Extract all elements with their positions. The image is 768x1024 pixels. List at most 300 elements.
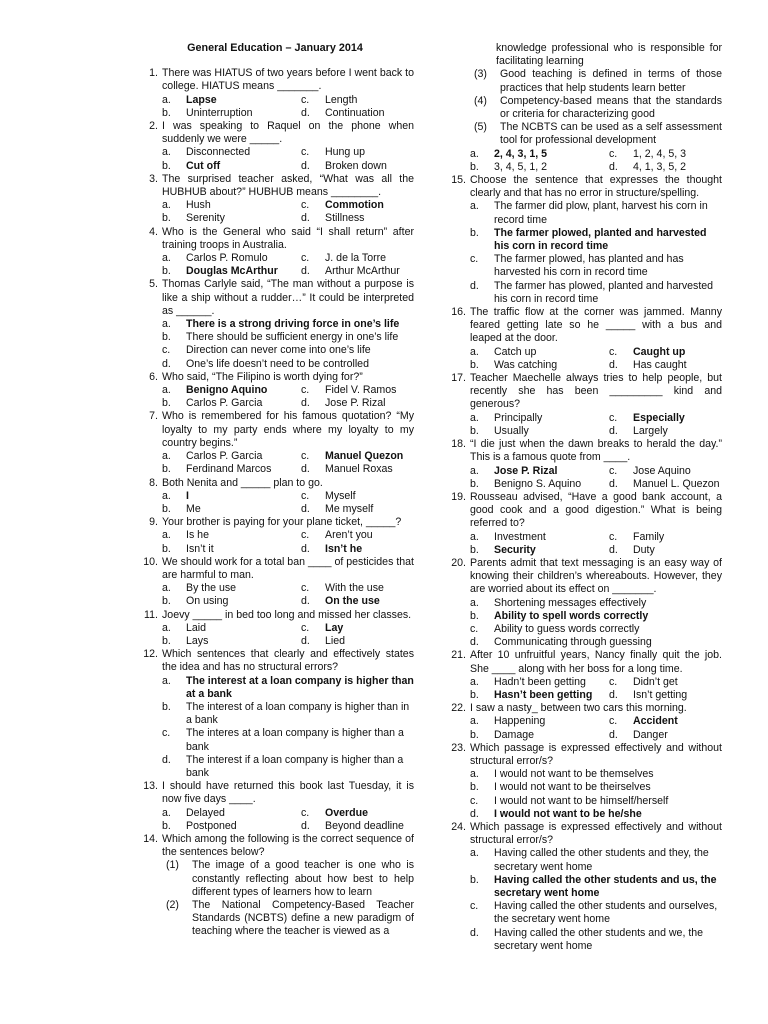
question-text: Which among the following is the correct sequence of the sentences below? (162, 832, 414, 859)
answer-option (162, 754, 414, 780)
option-row (162, 94, 414, 107)
answer-option (470, 148, 609, 161)
correct-answer: On the use (325, 595, 380, 608)
answer-option (162, 265, 301, 278)
correct-answer: Hasn’t been getting (494, 688, 593, 701)
correct-answer: Having called the other students and us, the secretary went home (494, 873, 717, 899)
option-row (470, 847, 722, 873)
answer-options (162, 490, 414, 516)
answer-option (162, 397, 301, 410)
statement-text: Competency-based means that the standards or criteria for characterizing good (500, 94, 722, 121)
option-text: Happening (494, 715, 546, 728)
option-text: Didn’t get (633, 675, 678, 688)
question-item (136, 609, 414, 649)
question-number: 6. (149, 370, 158, 383)
option-text: Me myself (325, 502, 374, 515)
option-letter: c. (301, 621, 310, 634)
answer-option (470, 478, 609, 491)
option-text: Length (325, 93, 358, 106)
question-item (136, 516, 414, 556)
question-text: Which passage is expressed effectively and without structural error/s? (470, 741, 722, 767)
option-letter: d. (301, 542, 310, 555)
answer-option (301, 199, 414, 212)
option-letter: d. (301, 265, 310, 278)
option-letter: c. (609, 147, 618, 160)
answer-option (470, 544, 609, 557)
option-letter: c. (470, 900, 479, 913)
option-letter: c. (609, 530, 618, 543)
answer-option (301, 265, 414, 278)
question-text: Teacher Maechelle always tries to help people, but recently she has been _________ kind and generous? (470, 372, 722, 411)
answer-option (470, 623, 639, 636)
option-letter: b. (162, 463, 171, 476)
question-item (136, 648, 414, 780)
question-text: Who said, “The Filipino is worth dying for?” (162, 370, 363, 383)
question-item (444, 702, 722, 742)
option-text: Continuation (325, 106, 385, 119)
option-text: Investment (494, 530, 546, 543)
question-number: 21. (451, 649, 466, 662)
correct-answer: Lay (325, 621, 344, 634)
statement-item (474, 95, 722, 121)
answer-options (470, 531, 722, 557)
answer-option (609, 148, 722, 161)
option-row (470, 425, 722, 438)
option-row (470, 900, 722, 926)
question-number: 18. (451, 438, 466, 451)
option-text: Usually (494, 424, 529, 437)
question-text: The surprised teacher asked, “What was all the HUBHUB about?” HUBHUB means ________. (162, 172, 414, 199)
correct-answer: Commotion (325, 199, 384, 212)
option-text: Hush (186, 199, 211, 212)
answer-option (609, 478, 722, 491)
question-text: “I die just when the dawn breaks to herald the day.” This is a famous quote from ____. (470, 438, 722, 464)
question-item (136, 477, 414, 517)
answer-option (162, 252, 301, 265)
question-item (136, 120, 414, 173)
question-text: Choose the sentence that expresses the thought clearly and that has no error in structure/spelling. (470, 174, 722, 200)
option-letter: c. (609, 464, 618, 477)
option-text: Was catching (494, 358, 558, 371)
answer-option (162, 94, 301, 107)
answer-option (470, 768, 654, 781)
answer-option (301, 160, 414, 173)
option-text: There should be sufficient energy in one’s life (186, 331, 399, 344)
answer-options (470, 768, 722, 821)
answer-option (162, 107, 301, 120)
option-row (470, 200, 722, 226)
correct-answer: Cut off (186, 159, 221, 172)
option-letter: b. (470, 873, 479, 886)
option-text: Duty (633, 543, 655, 556)
answer-option (301, 94, 414, 107)
answer-option (470, 412, 609, 425)
option-letter: b. (470, 424, 479, 437)
option-text: Catch up (494, 345, 537, 358)
answer-option (162, 463, 301, 476)
option-row (162, 344, 414, 357)
answer-options (162, 199, 414, 225)
question-number: 14. (143, 832, 158, 845)
option-letter: d. (162, 753, 171, 766)
option-letter: a. (162, 318, 171, 331)
question-text: I should have returned this book last Tuesday, it is now five days ____. (162, 780, 414, 806)
answer-options (162, 622, 414, 648)
question-number: 1. (149, 67, 158, 80)
correct-answer: Jose P. Rizal (494, 464, 558, 477)
answer-option (470, 729, 609, 742)
option-row (470, 346, 722, 359)
answer-option (162, 595, 301, 608)
option-row (162, 331, 414, 344)
option-letter: c. (609, 675, 618, 688)
question-text: Which passage is expressed effectively and without structural error/s? (470, 820, 722, 847)
option-text: One’s life doesn’t need to be controlled (186, 357, 369, 370)
option-row (162, 622, 414, 635)
question-number: 17. (451, 372, 466, 385)
answer-option (470, 200, 722, 226)
option-letter: d. (609, 160, 618, 173)
answer-option (162, 503, 301, 516)
option-text: Damage (494, 728, 535, 741)
question-text: Parents admit that text messaging is an easy way of knowing their children’s whereabouts. However, they are worried about its effect on _______. (470, 556, 722, 596)
answer-option (470, 253, 722, 279)
option-text: Carlos P. Garcia (186, 397, 263, 410)
answer-option (470, 636, 652, 649)
question-item (444, 174, 722, 306)
option-letter: a. (162, 582, 171, 595)
answer-option (301, 252, 414, 265)
question-item (444, 42, 722, 68)
option-text: By the use (186, 582, 237, 595)
statement-item (474, 68, 722, 94)
answer-option (609, 544, 722, 557)
answer-option (162, 160, 301, 173)
answer-option (162, 635, 301, 648)
option-text: Communicating through guessing (494, 636, 652, 649)
option-row (470, 808, 722, 821)
question-number: 4. (149, 225, 158, 238)
option-text: Shortening messages effectively (494, 596, 647, 609)
answer-option (470, 610, 648, 623)
option-row (470, 253, 722, 279)
question-number: 8. (149, 476, 158, 489)
statement-text: The image of a good teacher is one who is constantly reflecting about how best to help different types of learners how to learn (192, 859, 414, 898)
answer-option (301, 107, 414, 120)
answer-options (162, 450, 414, 476)
option-text: Myself (325, 489, 356, 502)
answer-option (470, 346, 609, 359)
correct-answer: Douglas McArthur (186, 265, 278, 278)
answer-option (162, 384, 301, 397)
answer-option (470, 927, 722, 953)
answer-option (162, 820, 301, 833)
option-row (162, 582, 414, 595)
option-letter: d. (470, 636, 479, 649)
answer-options (162, 675, 414, 781)
option-letter: d. (301, 502, 310, 515)
option-letter: c. (301, 450, 310, 463)
option-row (162, 252, 414, 265)
correct-answer: Manuel Quezon (325, 450, 404, 463)
correct-answer: Security (494, 543, 536, 556)
option-text: Postponed (186, 819, 237, 832)
answer-option (470, 900, 722, 926)
question-number: 16. (451, 306, 466, 319)
question-number: 23. (451, 741, 466, 754)
option-letter: c. (470, 794, 479, 807)
option-row (470, 610, 722, 623)
answer-options (162, 94, 414, 120)
question-text: Thomas Carlyle said, “The man without a purpose is like a ship without a rudder…” It could be interpreted as ______. (162, 278, 414, 317)
statement-item (166, 859, 414, 899)
option-text: Jose P. Rizal (325, 397, 386, 410)
option-text: Danger (633, 728, 668, 741)
answer-option (162, 807, 301, 820)
option-letter: b. (162, 331, 171, 344)
option-letter: c. (162, 344, 171, 357)
option-text: Having called the other students and we, the secretary went home (494, 926, 704, 952)
question-text: Joevy _____ in bed too long and missed her classes. (162, 608, 412, 621)
option-text: Arthur McArthur (325, 265, 400, 278)
option-row (470, 623, 722, 636)
answer-options (470, 465, 722, 491)
option-letter: c. (470, 253, 479, 266)
option-letter: b. (470, 781, 479, 794)
correct-answer: Especially (633, 411, 685, 424)
option-row (470, 161, 722, 174)
answer-option (609, 531, 722, 544)
option-text: Benigno S. Aquino (494, 477, 582, 490)
option-row (470, 412, 722, 425)
question-item (444, 68, 722, 174)
answer-options (162, 384, 414, 410)
option-text: The interest if a loan company is higher than a bank (186, 753, 404, 779)
option-letter: d. (301, 463, 310, 476)
correct-answer: Ability to spell words correctly (494, 609, 649, 622)
answer-option (301, 384, 414, 397)
option-row (470, 795, 722, 808)
option-letter: c. (301, 199, 310, 212)
answer-option (609, 465, 722, 478)
answer-options (470, 148, 722, 174)
option-letter: c. (609, 411, 618, 424)
option-letter: d. (301, 106, 310, 119)
question-text: Who is the General who said “I shall return” after training troops in Australia. (162, 225, 414, 251)
question-continuation: knowledge professional who is responsible for facilitating learning (496, 42, 722, 68)
statement-item (166, 899, 414, 939)
option-text: Delayed (186, 806, 225, 819)
option-letter: b. (470, 160, 479, 173)
option-letter: b. (470, 358, 479, 371)
option-row (470, 531, 722, 544)
answer-options (162, 582, 414, 608)
option-row (162, 754, 414, 780)
question-number: 5. (149, 278, 158, 291)
question-item (136, 556, 414, 609)
option-letter: d. (301, 595, 310, 608)
answer-options (162, 807, 414, 833)
question-text: Both Nenita and _____ plan to go. (162, 476, 323, 489)
statement-item (474, 121, 722, 147)
option-letter: d. (609, 728, 618, 741)
option-letter: b. (162, 819, 171, 832)
left-column (136, 42, 414, 939)
question-item (444, 372, 722, 438)
answer-option (609, 425, 722, 438)
question-item (444, 649, 722, 702)
option-letter: a. (470, 675, 479, 688)
option-text: Laid (186, 621, 207, 634)
question-item (136, 410, 414, 476)
option-letter: b. (162, 265, 171, 278)
option-row (162, 675, 414, 701)
option-letter: b. (162, 542, 171, 555)
option-text: 1, 2, 4, 5, 3 (633, 147, 687, 160)
answer-option (301, 463, 414, 476)
answer-options (470, 412, 722, 438)
option-letter: b. (162, 212, 171, 225)
option-row (162, 450, 414, 463)
option-row (162, 397, 414, 410)
option-letter: c. (301, 146, 310, 159)
question-item (444, 306, 722, 372)
correct-answer: Isn’t he (325, 542, 363, 555)
option-row (470, 874, 722, 900)
question-number: 2. (149, 120, 158, 133)
option-row (162, 529, 414, 542)
option-letter: b. (470, 728, 479, 741)
answer-option (470, 808, 642, 821)
option-row (470, 729, 722, 742)
question-text: Your brother is paying for your plane ticket, _____? (162, 516, 402, 529)
option-letter: d. (301, 159, 310, 172)
option-text: Family (633, 530, 665, 543)
answer-option (609, 729, 722, 742)
answer-option (162, 622, 301, 635)
question-text: Which sentences that clearly and effectively states the idea and has no structural errors? (162, 648, 414, 674)
statement-number: (1) (166, 859, 179, 872)
option-text: Fidel V. Ramos (325, 384, 397, 397)
option-letter: d. (470, 807, 479, 820)
option-letter: c. (301, 529, 310, 542)
correct-answer: Lapse (186, 93, 217, 106)
option-row (162, 701, 414, 727)
option-letter: a. (470, 200, 479, 213)
option-text: Having called the other students and they, the secretary went home (494, 847, 709, 873)
option-text: Me (186, 502, 201, 515)
question-text: The traffic flow at the corner was jammed. Manny feared getting late so he _____ with a bus and leaped at the door. (470, 306, 722, 345)
answer-option (609, 676, 722, 689)
option-text: Hadn’t been getting (494, 675, 586, 688)
option-letter: a. (470, 847, 479, 860)
answer-option (162, 212, 301, 225)
option-letter: b. (470, 543, 479, 556)
option-letter: a. (162, 621, 171, 634)
option-row (470, 148, 722, 161)
option-letter: c. (301, 93, 310, 106)
option-letter: c. (470, 622, 479, 635)
answer-option (162, 450, 301, 463)
answer-option (162, 543, 301, 556)
option-text: On using (186, 595, 229, 608)
answer-option (301, 146, 414, 159)
option-text: Beyond deadline (325, 819, 404, 832)
answer-option (162, 490, 301, 503)
answer-option (470, 531, 609, 544)
option-text: I would not want to be himself/herself (494, 794, 669, 807)
option-letter: b. (470, 477, 479, 490)
option-letter: c. (301, 806, 310, 819)
option-text: I would not want to be theirselves (494, 781, 651, 794)
option-letter: d. (609, 424, 618, 437)
question-number: 19. (451, 490, 466, 503)
option-text: Manuel L. Quezon (633, 477, 720, 490)
answer-option (301, 503, 414, 516)
question-number: 24. (451, 820, 466, 833)
statement-number: (5) (474, 121, 487, 134)
right-column (444, 42, 722, 953)
answer-option (301, 529, 414, 542)
option-letter: a. (470, 464, 479, 477)
option-row (470, 715, 722, 728)
option-letter: a. (470, 596, 479, 609)
option-letter: b. (162, 700, 171, 713)
option-letter: c. (301, 384, 310, 397)
correct-answer: Accident (633, 715, 678, 728)
answer-option (301, 212, 414, 225)
option-row (470, 768, 722, 781)
option-letter: d. (301, 397, 310, 410)
option-letter: b. (162, 634, 171, 647)
option-text: Isn’t getting (633, 688, 688, 701)
option-letter: c. (609, 345, 618, 358)
answer-option (162, 582, 301, 595)
question-text: After 10 unfruitful years, Nancy finally quit the job. She ____ along with her boss for a long time. (470, 649, 722, 675)
answer-option (470, 161, 609, 174)
answer-option (470, 425, 609, 438)
option-row (162, 635, 414, 648)
question-number: 9. (149, 516, 158, 529)
correct-answer: Overdue (325, 806, 368, 819)
answer-options (470, 346, 722, 372)
option-text: Having called the other students and ourselves, the secretary went home (494, 900, 718, 926)
option-row (470, 689, 722, 702)
question-text: Who is remembered for his famous quotation? “My loyalty to my party ends where my loyalty to my country begins.” (162, 410, 414, 449)
option-row (162, 543, 414, 556)
question-item (444, 821, 722, 953)
answer-option (301, 397, 414, 410)
option-row (470, 280, 722, 306)
question-item (444, 438, 722, 491)
option-text: Broken down (325, 159, 387, 172)
answer-options (470, 676, 722, 702)
correct-answer: The farmer plowed, planted and harvested his corn in record time (494, 226, 707, 253)
answer-option (162, 344, 371, 357)
correct-answer: 2, 4, 3, 1, 5 (494, 147, 548, 160)
answer-option (470, 676, 609, 689)
option-letter: b. (162, 159, 171, 172)
answer-option (470, 465, 609, 478)
option-row (162, 107, 414, 120)
option-text: Ability to guess words correctly (494, 622, 640, 635)
option-row (470, 927, 722, 953)
option-row (162, 807, 414, 820)
question-text: We should work for a total ban ____ of pesticides that are harmful to man. (162, 555, 414, 581)
answer-option (162, 701, 414, 727)
correct-answer: I would not want to be he/she (494, 807, 642, 820)
question-text: I saw a nasty_ between two cars this morning. (470, 702, 687, 715)
